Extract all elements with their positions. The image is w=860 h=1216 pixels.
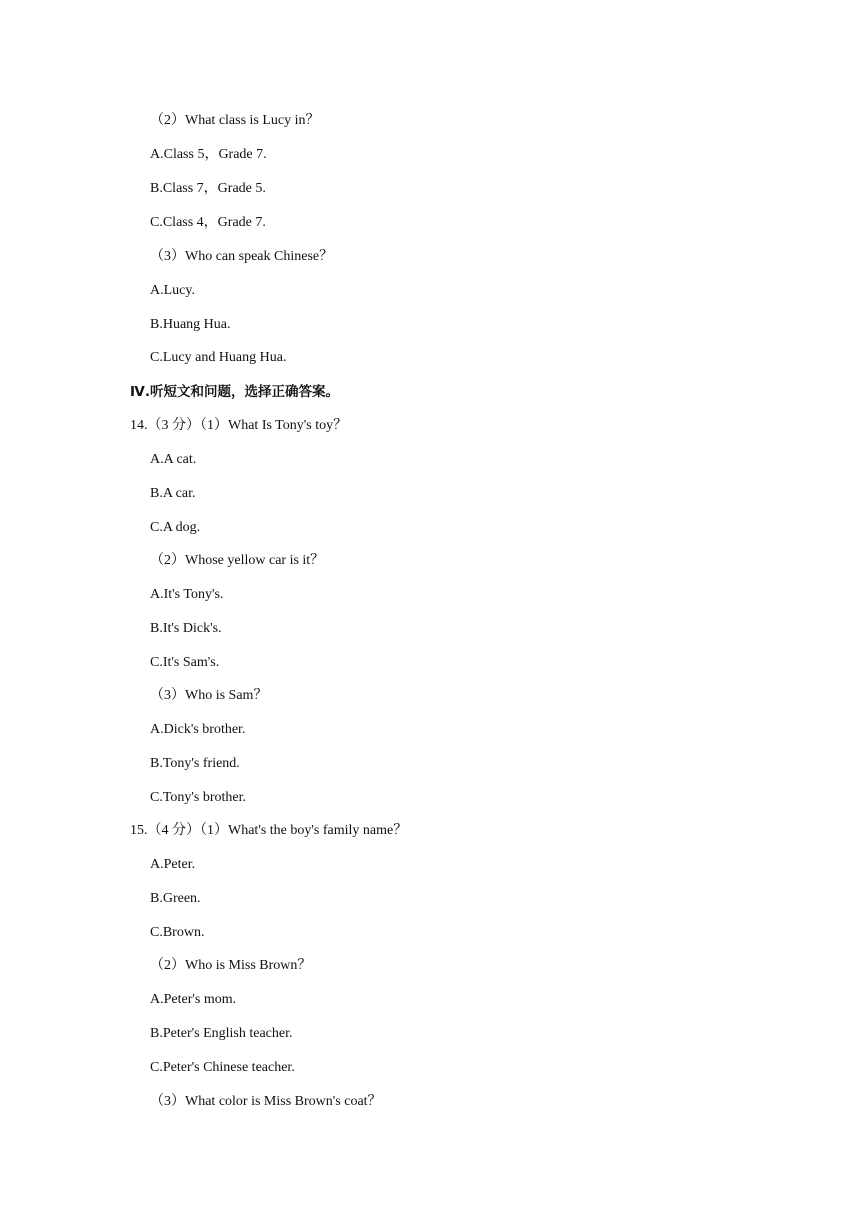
section-heading-iv: Ⅳ.听短文和问题，选择正确答案。 [130, 384, 339, 400]
option-13-3-b: B.Huang Hua. [150, 317, 231, 332]
question-part-13-2: （2）What class is Lucy in？ [150, 113, 320, 128]
question-part-13-3: （3）Who can speak Chinese？ [150, 249, 334, 264]
question-14-part-1: 14.（3 分）（1）What Is Tony's toy？ [130, 418, 348, 433]
option-15-1-c: C.Brown. [150, 925, 205, 940]
option-13-3-a: A.Lucy. [150, 283, 195, 298]
option-14-2-b: B.It's Dick's. [150, 621, 222, 636]
option-14-2-a: A.It's Tony's. [150, 587, 224, 602]
option-14-1-a: A.A cat. [150, 452, 197, 467]
option-14-3-b: B.Tony's friend. [150, 756, 240, 771]
option-15-1-a: A.Peter. [150, 857, 196, 872]
option-14-2-c: C.It's Sam's. [150, 655, 220, 670]
option-13-2-a: A.Class 5，Grade 7. [150, 147, 267, 162]
option-15-2-c: C.Peter's Chinese teacher. [150, 1060, 295, 1075]
option-15-2-b: B.Peter's English teacher. [150, 1026, 293, 1041]
option-14-3-c: C.Tony's brother. [150, 790, 247, 805]
question-part-14-2: （2）Whose yellow car is it？ [150, 553, 325, 568]
option-14-3-a: A.Dick's brother. [150, 722, 246, 737]
question-part-15-2: （2）Who is Miss Brown？ [150, 958, 312, 973]
option-15-1-b: B.Green. [150, 891, 201, 906]
option-13-2-b: B.Class 7，Grade 5. [150, 181, 266, 196]
question-15-part-1: 15.（4 分）（1）What's the boy's family name？ [130, 823, 408, 838]
option-15-2-a: A.Peter's mom. [150, 992, 237, 1007]
option-14-1-b: B.A car. [150, 486, 196, 501]
option-14-1-c: C.A dog. [150, 520, 201, 535]
question-part-14-3: （3）Who is Sam？ [150, 688, 268, 703]
question-part-15-3: （3）What color is Miss Brown's coat？ [150, 1094, 382, 1109]
option-13-3-c: C.Lucy and Huang Hua. [150, 350, 287, 365]
option-13-2-c: C.Class 4，Grade 7. [150, 215, 266, 230]
